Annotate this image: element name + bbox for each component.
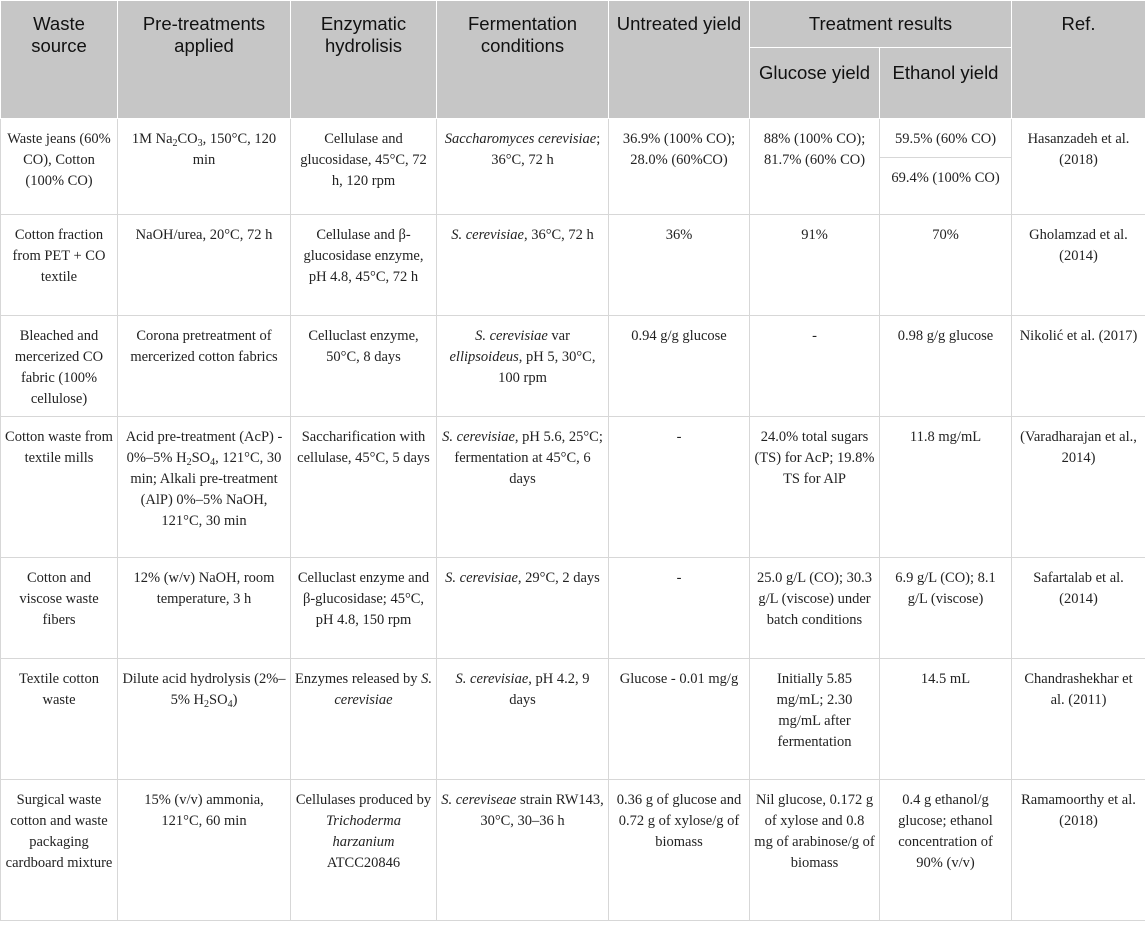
table-row (1, 659, 1145, 780)
cell-ref: Nikolić et al. (2017) (1012, 316, 1145, 417)
cell-ref: (Varadharajan et al., 2014) (1012, 417, 1145, 558)
cell-ethanol: 59.5% (60% CO) (880, 119, 1012, 158)
cell-untreated: Glucose - 0.01 mg/g (609, 659, 750, 780)
cell-glucose: Initially 5.85 mg/mL; 2.30 mg/mL after fermentation (750, 659, 880, 780)
cell-fermentation: S. cerevisiae var ellipsoideus, pH 5, 30°C, 100 rpm (437, 316, 609, 417)
cell-waste: Cotton and viscose waste fibers (1, 558, 118, 659)
table-row (1, 215, 1145, 316)
cell-enzymatic: Cellulases produced by Trichoderma harzanium ATCC20846 (291, 780, 437, 921)
cell-waste: Waste jeans (60% CO), Cotton (100% CO) (1, 119, 118, 215)
cell-fermentation: S. cerevisiae, 36°C, 72 h (437, 215, 609, 316)
cell-ethanol: 11.8 mg/mL (880, 417, 1012, 558)
cell-untreated: 0.94 g/g glucose (609, 316, 750, 417)
cell-ref: Ramamoorthy et al. (2018) (1012, 780, 1145, 921)
cell-waste: Cotton waste from textile mills (1, 417, 118, 558)
cell-glucose: Nil glucose, 0.172 g of xylose and 0.8 mg of arabinose/g of biomass (750, 780, 880, 921)
cell-enzymatic: Saccharification with cellulase, 45°C, 5 days (291, 417, 437, 558)
header-treatment-results: Treatment results (750, 1, 1012, 48)
cell-pretreatment: NaOH/urea, 20°C, 72 h (118, 215, 291, 316)
cell-ref: Hasanzadeh et al. (2018) (1012, 119, 1145, 215)
table-row (1, 417, 1145, 558)
table-row (1, 558, 1145, 659)
cell-pretreatment: Dilute acid hydrolysis (2%–5% $H_2SO_4$) (118, 659, 291, 780)
cell-enzymatic: Cellulase and β-glucosidase enzyme, pH 4.8, 45°C, 72 h (291, 215, 437, 316)
cell-ref: Gholamzad et al. (2014) (1012, 215, 1145, 316)
cell-untreated: - (609, 558, 750, 659)
cell-pretreatment: 15% (v/v) ammonia, 121°C, 60 min (118, 780, 291, 921)
table-row (1, 119, 1145, 158)
header-waste-source: Waste source (1, 1, 118, 119)
cell-enzymatic: Celluclast enzyme and β-glucosidase; 45°C, pH 4.8, 150 rpm (291, 558, 437, 659)
cell-pretreatment: Corona pretreatment of mercerized cotton fabrics (118, 316, 291, 417)
cell-untreated: 0.36 g of glucose and 0.72 g of xylose/g of biomass (609, 780, 750, 921)
cell-waste: Bleached and mercerized CO fabric (100% cellulose) (1, 316, 118, 417)
header-pretreatments: Pre-treatments applied (118, 1, 291, 119)
cell-ethanol: 14.5 mL (880, 659, 1012, 780)
cell-glucose: 24.0% total sugars (TS) for AcP; 19.8% TS for AlP (750, 417, 880, 558)
cell-pretreatment: Acid pre-treatment (AcP) - 0%–5% $H_2SO_4$, 121°C, 30 min; Alkali pre-treatment (AlP) 0%–5% NaOH, 121°C, 30 min (118, 417, 291, 558)
cell-pretreatment: 1M $Na_2CO_3$, 150°C, 120 min (118, 119, 291, 215)
cell-ref: Safartalab et al. (2014) (1012, 558, 1145, 659)
cell-glucose: - (750, 316, 880, 417)
cell-untreated: - (609, 417, 750, 558)
cell-untreated: 36.9% (100% CO); 28.0% (60%CO) (609, 119, 750, 215)
header-untreated-yield: Untreated yield (609, 1, 750, 119)
cell-ethanol: 70% (880, 215, 1012, 316)
cell-glucose: 88% (100% CO); 81.7% (60% CO) (750, 119, 880, 215)
cell-fermentation: S. cerevisiae, pH 4.2, 9 days (437, 659, 609, 780)
cell-waste: Cotton fraction from PET + CO textile (1, 215, 118, 316)
cell-ethanol: 0.98 g/g glucose (880, 316, 1012, 417)
header-ethanol-yield: Ethanol yield (880, 48, 1012, 119)
header-glucose-yield: Glucose yield (750, 48, 880, 119)
cell-fermentation: S. cerevisiae, pH 5.6, 25°C; fermentation at 45°C, 6 days (437, 417, 609, 558)
cell-enzymatic: Celluclast enzyme, 50°C, 8 days (291, 316, 437, 417)
cell-ethanol: 6.9 g/L (CO); 8.1 g/L (viscose) (880, 558, 1012, 659)
cell-fermentation: S. cereviseae strain RW143, 30°C, 30–36 h (437, 780, 609, 921)
table-row (1, 316, 1145, 417)
cell-enzymatic: Cellulase and glucosidase, 45°C, 72 h, 120 rpm (291, 119, 437, 215)
cell-waste: Textile cotton waste (1, 659, 118, 780)
table-row (1, 780, 1145, 921)
cell-glucose: 25.0 g/L (CO); 30.3 g/L (viscose) under batch conditions (750, 558, 880, 659)
cell-waste: Surgical waste cotton and waste packaging cardboard mixture (1, 780, 118, 921)
header-ref: Ref. (1012, 1, 1145, 119)
cell-fermentation: S. cerevisiae, 29°C, 2 days (437, 558, 609, 659)
cell-ethanol: 0.4 g ethanol/g glucose; ethanol concentration of 90% (v/v) (880, 780, 1012, 921)
cell-glucose: 91% (750, 215, 880, 316)
cell-ref: Chandrashekhar et al. (2011) (1012, 659, 1145, 780)
cell-untreated: 36% (609, 215, 750, 316)
header-enzymatic: Enzymatic hydrolisis (291, 1, 437, 119)
cell-pretreatment: 12% (w/v) NaOH, room temperature, 3 h (118, 558, 291, 659)
cell-ethanol: 69.4% (100% CO) (880, 158, 1012, 215)
header-fermentation: Fermentation conditions (437, 1, 609, 119)
cell-fermentation: Saccharomyces cerevisiae; 36°C, 72 h (437, 119, 609, 215)
cell-enzymatic: Enzymes released by S. cerevisiae (291, 659, 437, 780)
